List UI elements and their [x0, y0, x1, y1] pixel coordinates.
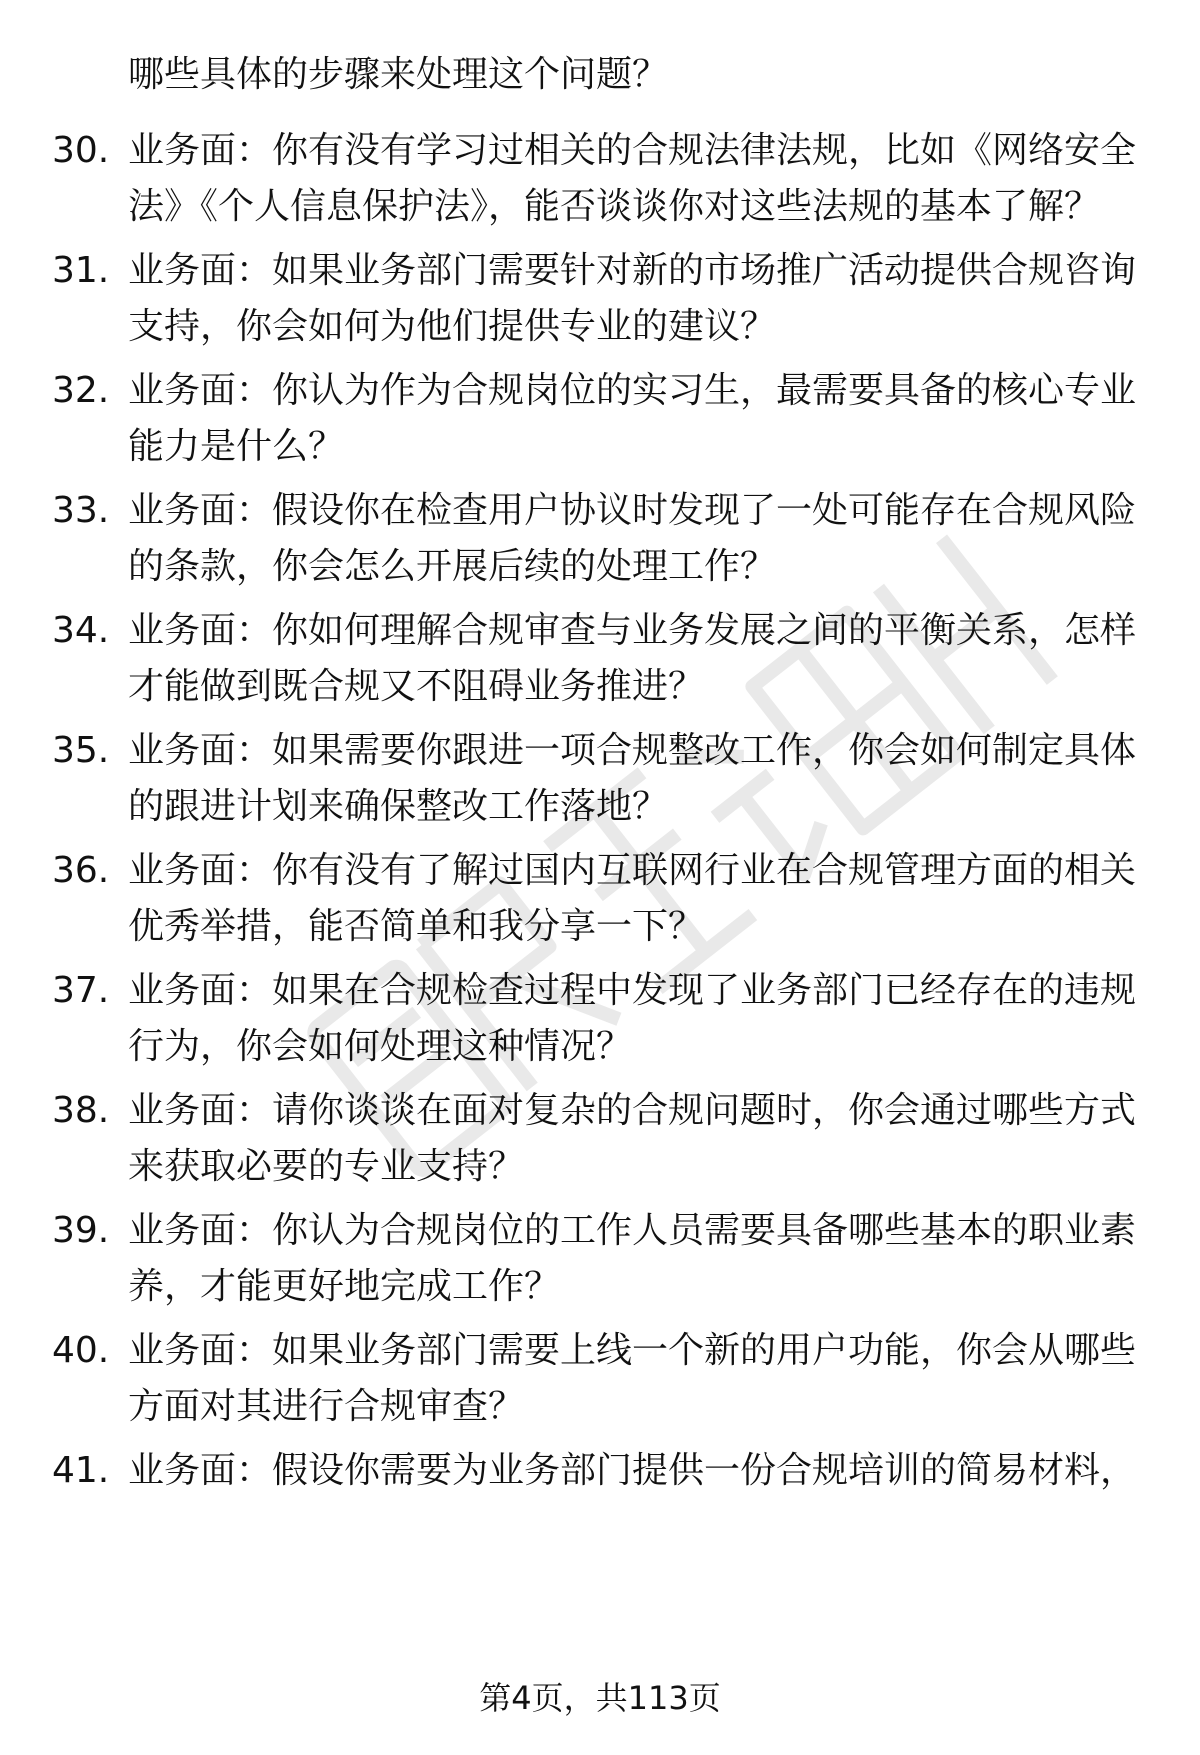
item-line: 业务面：如果业务部门需要上线一个新的用户功能，你会从哪些 — [128, 1330, 1137, 1371]
item-number: 40. — [52, 1330, 110, 1371]
item-text — [128, 248, 1138, 360]
item-number: 33. — [52, 490, 110, 531]
item-text — [128, 128, 1138, 240]
item-line: 养，才能更好地完成工作？ — [128, 1266, 561, 1307]
item-line: 优秀举措，能否简单和我分享一下？ — [128, 906, 705, 947]
item-number: 34. — [52, 610, 110, 651]
item-number: 41. — [52, 1450, 110, 1491]
item-text — [128, 1088, 1138, 1200]
item-line: 哪些具体的步骤来处理这个问题？ — [128, 54, 669, 95]
item-line: 来获取必要的专业支持？ — [128, 1146, 525, 1187]
item-text — [128, 1448, 1138, 1504]
item-text — [128, 728, 1138, 840]
item-line: 业务面：请你谈谈在面对复杂的合规问题时，你会通过哪些方式 — [128, 1090, 1137, 1131]
item-line: 业务面：假设你需要为业务部门提供一份合规培训的简易材料， — [128, 1450, 1137, 1491]
item-line: 业务面：你如何理解合规审查与业务发展之间的平衡关系，怎样 — [128, 610, 1137, 651]
item-number: 37. — [52, 970, 110, 1011]
item-text — [128, 52, 1138, 108]
item-text — [128, 368, 1138, 480]
item-text — [128, 848, 1138, 960]
item-line: 支持，你会如何为他们提供专业的建议？ — [128, 306, 777, 347]
item-number: 39. — [52, 1210, 110, 1251]
item-line: 业务面：你认为合规岗位的工作人员需要具备哪些基本的职业素 — [128, 1210, 1137, 1251]
item-text — [128, 1208, 1138, 1320]
item-line: 业务面：如果在合规检查过程中发现了业务部门已经存在的违规 — [128, 970, 1137, 1011]
item-line: 业务面：你有没有学习过相关的合规法律法规，比如《网络安全 — [128, 130, 1137, 171]
item-line: 法》《个人信息保护法》，能否谈谈你对这些法规的基本了解？ — [128, 186, 1101, 227]
item-line: 才能做到既合规又不阻碍业务推进？ — [128, 666, 705, 707]
item-text — [128, 968, 1138, 1080]
item-text — [128, 1328, 1138, 1440]
item-text — [128, 608, 1138, 720]
item-number: 31. — [52, 250, 110, 291]
item-line: 业务面：如果需要你跟进一项合规整改工作，你会如何制定具体 — [128, 730, 1137, 771]
item-line: 业务面：如果业务部门需要针对新的市场推广活动提供合规咨询 — [128, 250, 1137, 291]
item-line: 业务面：假设你在检查用户协议时发现了一处可能存在合规风险 — [128, 490, 1137, 531]
item-line: 能力是什么？ — [128, 426, 345, 467]
item-number: 38. — [52, 1090, 110, 1131]
item-number: 36. — [52, 850, 110, 891]
item-line: 业务面：你认为作为合规岗位的实习生，最需要具备的核心专业 — [128, 370, 1137, 411]
item-text — [128, 488, 1138, 600]
item-line: 的条款，你会怎么开展后续的处理工作？ — [128, 546, 777, 587]
item-line: 业务面：你有没有了解过国内互联网行业在合规管理方面的相关 — [128, 850, 1137, 891]
page-footer: 第4页，共113页 — [479, 1679, 721, 1717]
item-line: 行为，你会如何处理这种情况？ — [128, 1026, 633, 1067]
item-line: 方面对其进行合规审查？ — [128, 1386, 525, 1427]
item-number: 30. — [52, 130, 110, 171]
item-line: 的跟进计划来确保整改工作落地？ — [128, 786, 669, 827]
item-number: 32. — [52, 370, 110, 411]
item-number: 35. — [52, 730, 110, 771]
